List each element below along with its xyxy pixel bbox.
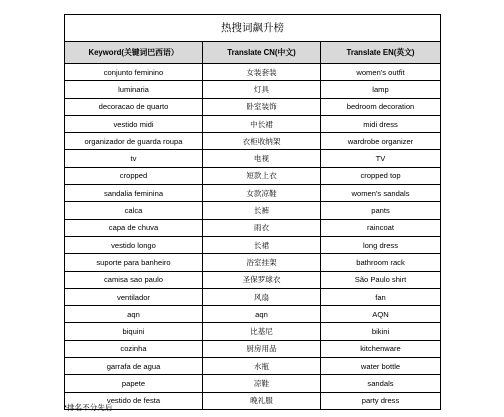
header-translate-cn: Translate CN(中文) [203, 42, 321, 64]
cell-keyword: tv [65, 150, 203, 167]
cell-keyword: papete [65, 375, 203, 392]
cell-keyword: cropped [65, 167, 203, 184]
cell-translate-en: long dress [321, 236, 441, 253]
table-row [65, 236, 441, 253]
table-title: 热搜词飙升榜 [65, 15, 441, 42]
cell-translate-cn: 长裤 [203, 202, 321, 219]
cell-keyword: cozinha [65, 340, 203, 357]
cell-keyword: luminaria [65, 81, 203, 98]
table-row [65, 340, 441, 357]
cell-keyword: calca [65, 202, 203, 219]
table-row [65, 64, 441, 81]
cell-translate-cn: 凉鞋 [203, 375, 321, 392]
cell-translate-en: wardrobe organizer [321, 133, 441, 150]
cell-translate-en: bikini [321, 323, 441, 340]
trending-keywords-table-container [64, 14, 440, 410]
cell-keyword: ventilador [65, 288, 203, 305]
cell-keyword: sandalia feminina [65, 185, 203, 202]
cell-translate-en: AQN [321, 306, 441, 323]
table-row [65, 288, 441, 305]
cell-translate-cn: 风扇 [203, 288, 321, 305]
table-row [65, 98, 441, 115]
cell-translate-cn: 比基尼 [203, 323, 321, 340]
table-row [65, 81, 441, 98]
cell-translate-cn: 长裙 [203, 236, 321, 253]
cell-translate-cn: 厨房用品 [203, 340, 321, 357]
header-keyword: Keyword(关键词巴西语） [65, 42, 203, 64]
cell-translate-cn: 浴室挂架 [203, 254, 321, 271]
cell-translate-en: São Paulo shirt [321, 271, 441, 288]
table-row [65, 133, 441, 150]
cell-translate-en: bathroom rack [321, 254, 441, 271]
table-row [65, 150, 441, 167]
cell-translate-en: women's sandals [321, 185, 441, 202]
cell-keyword: organizador de guarda roupa [65, 133, 203, 150]
table-row [65, 323, 441, 340]
cell-translate-cn: 晚礼服 [203, 392, 321, 409]
cell-keyword: aqn [65, 306, 203, 323]
cell-translate-cn: 女款凉鞋 [203, 185, 321, 202]
cell-translate-cn: 灯具 [203, 81, 321, 98]
header-translate-en: Translate EN(英文) [321, 42, 441, 64]
cell-keyword: biquini [65, 323, 203, 340]
cell-translate-en: cropped top [321, 167, 441, 184]
cell-translate-en: party dress [321, 392, 441, 409]
cell-translate-cn: 短款上衣 [203, 167, 321, 184]
cell-translate-cn: 圣保罗球衣 [203, 271, 321, 288]
cell-translate-cn: aqn [203, 306, 321, 323]
cell-translate-en: bedroom decoration [321, 98, 441, 115]
cell-keyword: vestido de festa [65, 392, 203, 409]
cell-translate-en: fan [321, 288, 441, 305]
cell-translate-cn: 水瓶 [203, 358, 321, 375]
cell-keyword: conjunto feminino [65, 64, 203, 81]
trending-keywords-table [64, 14, 441, 410]
table-row [65, 375, 441, 392]
cell-keyword: camisa sao paulo [65, 271, 203, 288]
table-body [65, 64, 441, 410]
cell-translate-en: water bottle [321, 358, 441, 375]
cell-translate-cn: 卧室装饰 [203, 98, 321, 115]
table-row [65, 219, 441, 236]
table-row [65, 271, 441, 288]
cell-keyword: suporte para banheiro [65, 254, 203, 271]
cell-translate-en: pants [321, 202, 441, 219]
cell-keyword: garrafa de agua [65, 358, 203, 375]
cell-translate-en: raincoat [321, 219, 441, 236]
cell-translate-cn: 电视 [203, 150, 321, 167]
table-row [65, 202, 441, 219]
table-row [65, 358, 441, 375]
table-row [65, 306, 441, 323]
table-row [65, 392, 441, 409]
table-row [65, 185, 441, 202]
table-title-row [65, 15, 441, 42]
table-row [65, 167, 441, 184]
cell-translate-en: midi dress [321, 115, 441, 132]
cell-keyword: capa de chuva [65, 219, 203, 236]
cell-translate-cn: 中长裙 [203, 115, 321, 132]
table-header-row [65, 42, 441, 64]
cell-translate-en: TV [321, 150, 441, 167]
cell-translate-en: lamp [321, 81, 441, 98]
cell-translate-cn: 女装套装 [203, 64, 321, 81]
cell-keyword: vestido longo [65, 236, 203, 253]
cell-keyword: decoracao de quarto [65, 98, 203, 115]
footnote: *排名不分先后 [64, 403, 113, 412]
table-row [65, 254, 441, 271]
table-row [65, 115, 441, 132]
cell-translate-cn: 衣柜收纳架 [203, 133, 321, 150]
cell-translate-cn: 雨衣 [203, 219, 321, 236]
cell-keyword: vestido midi [65, 115, 203, 132]
cell-translate-en: women's outfit [321, 64, 441, 81]
cell-translate-en: sandals [321, 375, 441, 392]
cell-translate-en: kitchenware [321, 340, 441, 357]
